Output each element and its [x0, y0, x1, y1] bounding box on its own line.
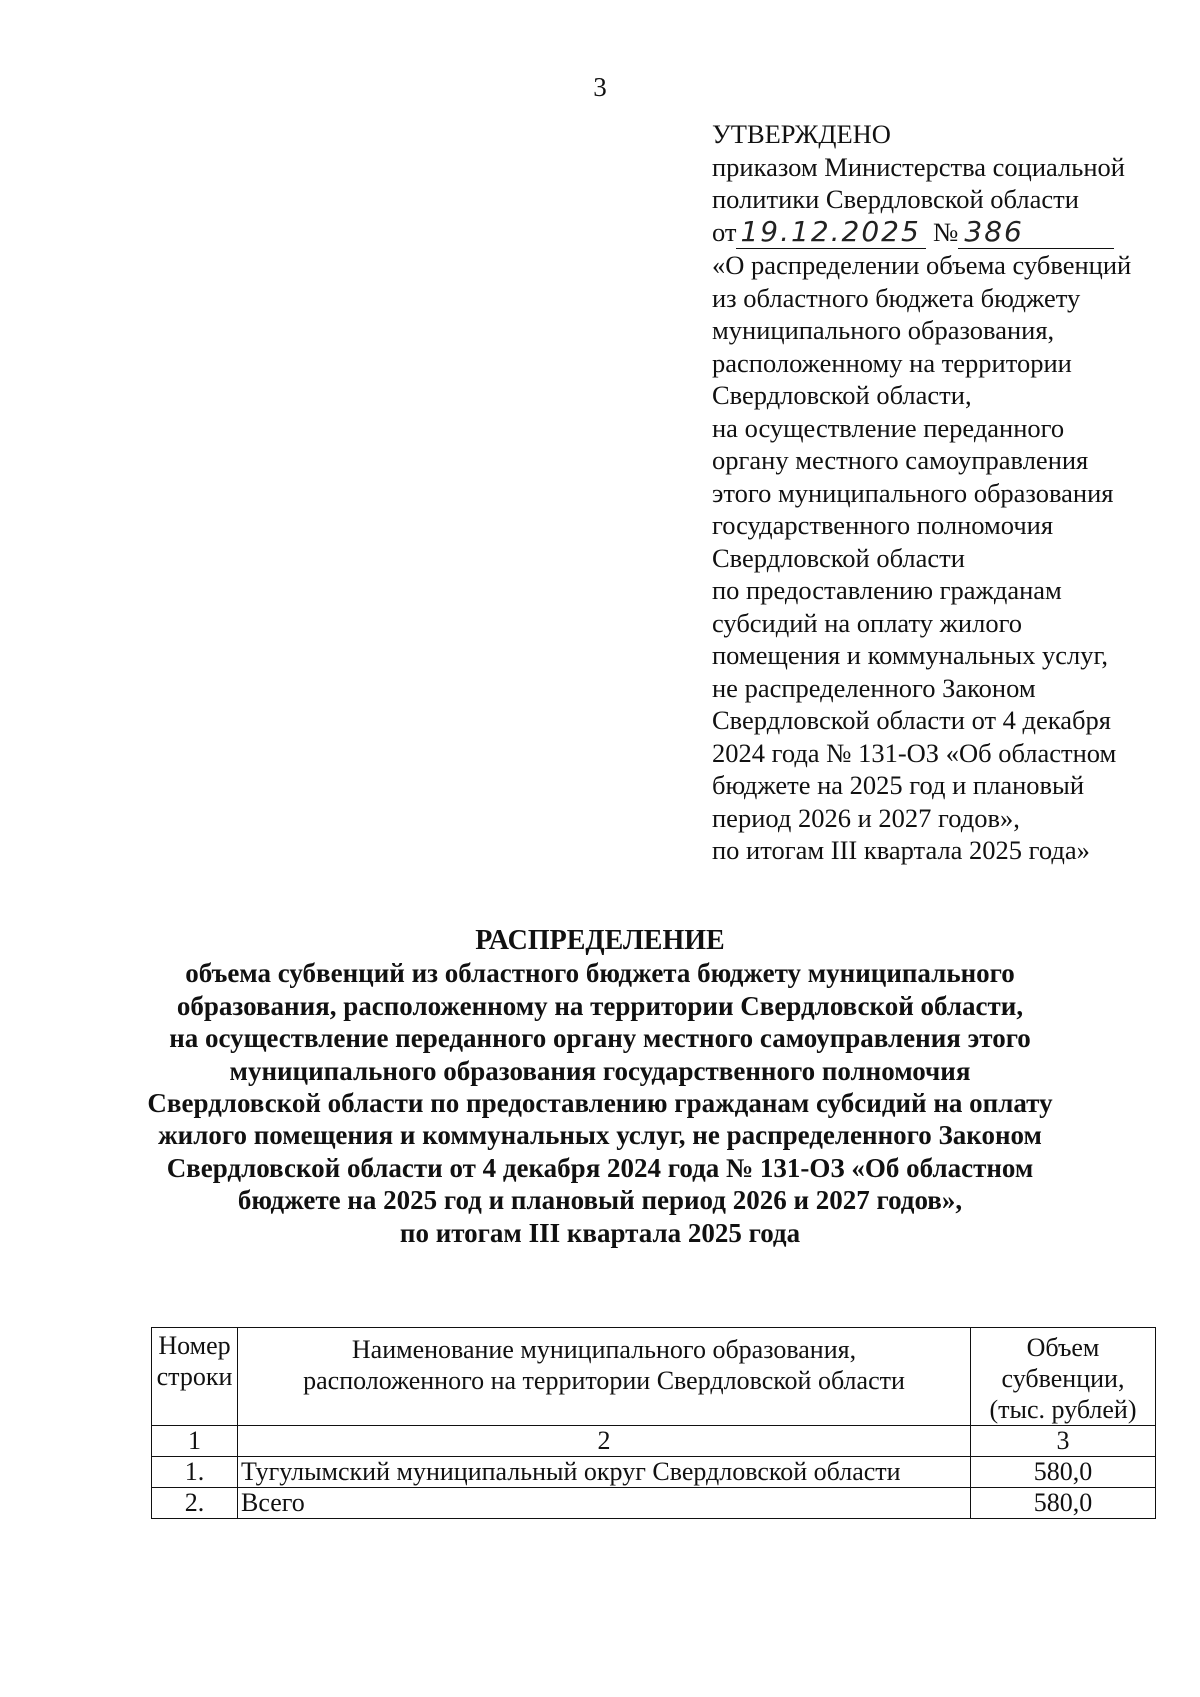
approval-line: субсидий на оплату жилого	[712, 607, 1023, 638]
approval-line: государственного полномочия	[712, 510, 1054, 540]
column-number: 2	[238, 1426, 971, 1457]
header-text: Объем	[1026, 1333, 1100, 1362]
column-number: 3	[971, 1426, 1156, 1457]
subvention-amount: 580,0	[971, 1457, 1156, 1488]
approval-date: 19.12.2025	[740, 214, 921, 248]
header-text: Наименование муниципального образования,	[351, 1335, 857, 1364]
header-text: расположенного на территории Свердловской области	[303, 1366, 905, 1395]
header-text: (тыс. рублей)	[989, 1395, 1137, 1424]
approval-line: органу местного самоуправления	[712, 445, 1089, 475]
title-line: бюджете на 2025 год и плановый период 2026 и 2027 годов»,	[237, 1185, 963, 1216]
approval-line: по предоставлению гражданам	[712, 575, 1062, 605]
row-number: 2.	[152, 1488, 238, 1519]
approval-line: расположенному на территории	[712, 347, 1072, 378]
header-subvention-amount	[971, 1328, 1156, 1426]
approval-line: помещения и коммунальных услуг,	[712, 640, 1109, 670]
title-line: объема субвенций из областного бюджета бюджету муниципального	[185, 958, 1015, 989]
approval-line: приказом Министерства социальной	[712, 151, 1125, 182]
table-row	[152, 1457, 1156, 1488]
column-number-row	[152, 1426, 1156, 1457]
approval-number-field	[958, 216, 1114, 250]
total-amount: 580,0	[971, 1488, 1156, 1519]
approval-line: на осуществление переданного	[712, 412, 1065, 443]
title-line: Свердловской области по предоставлению гражданам субсидий на оплату	[147, 1088, 1053, 1119]
municipality-name: Тугулымский муниципальный округ Свердловской области	[238, 1457, 971, 1488]
approval-line: период 2026 и 2027 годов»,	[712, 802, 1020, 833]
header-row-number	[152, 1328, 238, 1426]
approval-line: «О распределении объема субвенций	[712, 250, 1132, 280]
approval-number: 386	[964, 214, 1024, 248]
approval-line: бюджете на 2025 год и плановый	[712, 770, 1085, 800]
date-prefix: от	[712, 216, 737, 247]
approval-line: Свердловской области	[712, 542, 965, 573]
table-row-total	[152, 1488, 1156, 1519]
approval-heading: УТВЕРЖДЕНО	[712, 119, 891, 149]
document-title	[0, 925, 1200, 1249]
number-prefix: №	[933, 216, 959, 247]
approval-line: этого муниципального образования	[712, 477, 1114, 508]
approval-line: муниципального образования,	[712, 315, 1055, 345]
approval-date-field	[736, 216, 926, 250]
title-line: на осуществление переданного органу местного самоуправления этого	[169, 1023, 1031, 1054]
total-label: Всего	[238, 1488, 971, 1519]
page-number: 3	[593, 72, 607, 102]
distribution-table	[151, 1327, 1156, 1519]
title-line: Свердловской области от 4 декабря 2024 года № 131-ОЗ «Об областном	[166, 1152, 1034, 1183]
header-text: строки	[156, 1362, 233, 1391]
approval-line: Свердловской области,	[712, 380, 972, 410]
header-municipality-name	[238, 1328, 971, 1426]
header-text: Номер	[158, 1331, 231, 1360]
row-number: 1.	[152, 1457, 238, 1488]
approval-line: 2024 года № 131-ОЗ «Об областном	[712, 737, 1117, 768]
title-line: образования, расположенному на территории Свердловской области,	[176, 990, 1024, 1021]
approval-line: политики Свердловской области	[712, 184, 1079, 214]
approval-line: не распределенного Законом	[712, 672, 1036, 703]
approval-line: Свердловской области от 4 декабря	[712, 705, 1111, 735]
table-header-row	[152, 1328, 1156, 1426]
approval-line: по итогам III квартала 2025 года»	[712, 835, 1090, 865]
approval-line: из областного бюджета бюджету	[712, 282, 1081, 313]
title-line: по итогам III квартала 2025 года	[399, 1217, 801, 1248]
approval-date-line	[712, 216, 1182, 250]
approval-block	[712, 118, 1182, 867]
title-heading: РАСПРЕДЕЛЕНИЕ	[475, 925, 725, 956]
title-line: муниципального образования государственного полномочия	[229, 1055, 971, 1086]
title-line: жилого помещения и коммунальных услуг, не распределенного Законом	[158, 1120, 1042, 1151]
column-number: 1	[152, 1426, 238, 1457]
header-text: субвенции,	[1001, 1364, 1125, 1393]
